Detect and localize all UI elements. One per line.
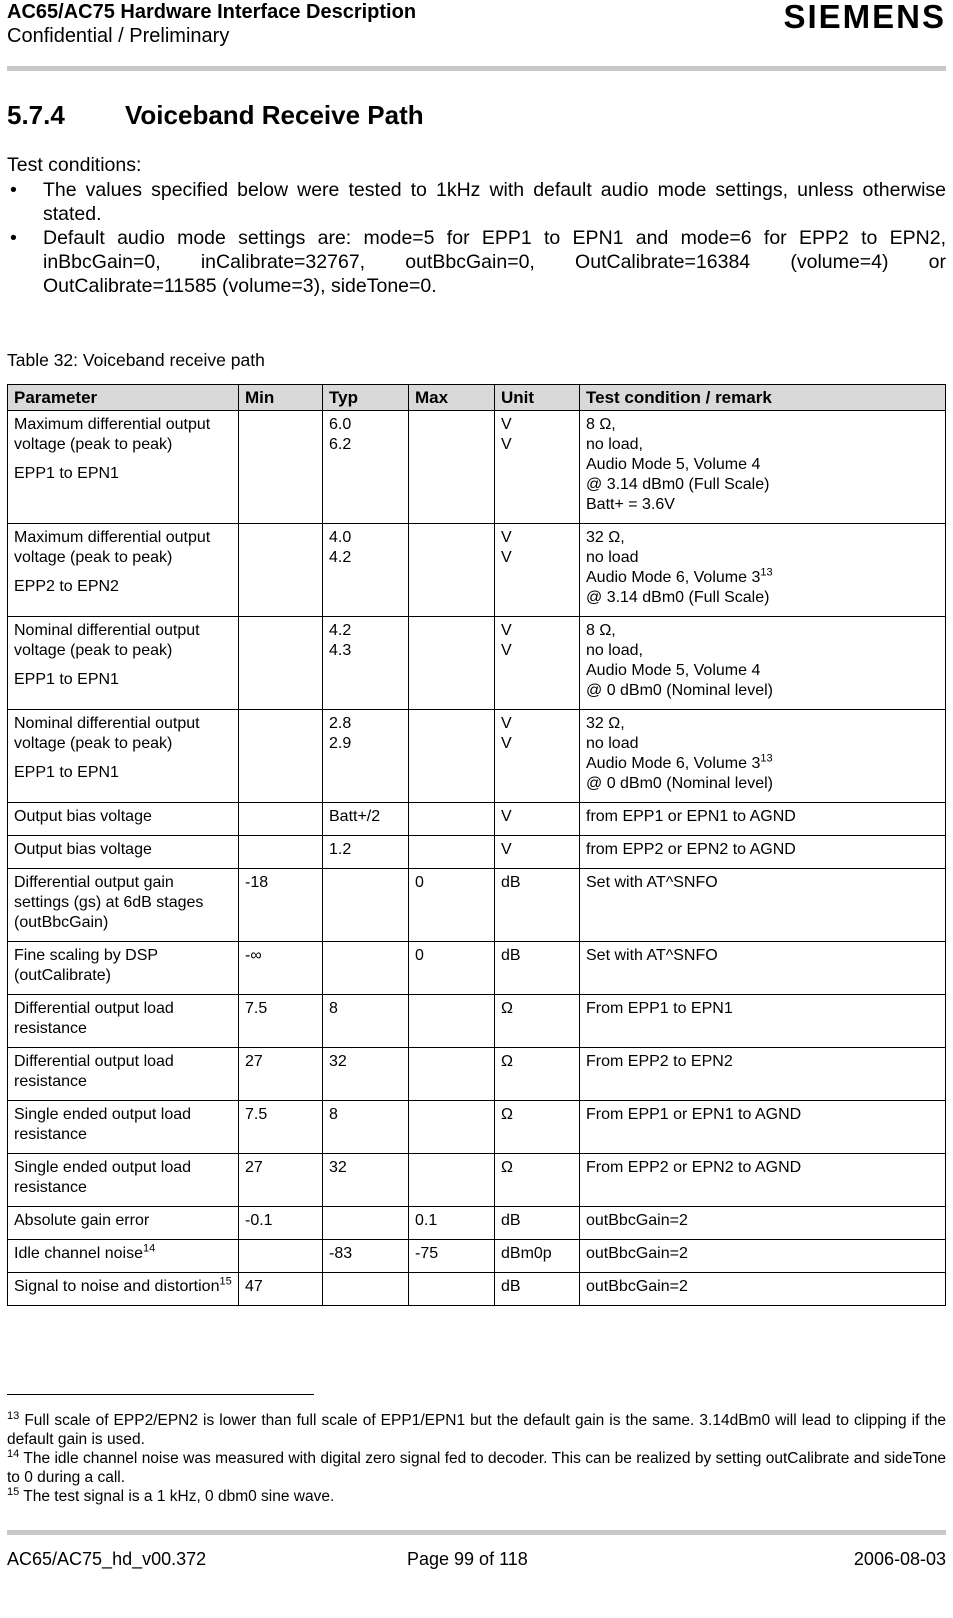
footnote-number: 14: [7, 1447, 20, 1460]
footer-divider: [7, 1530, 946, 1535]
cell-unit: dB: [495, 1207, 580, 1240]
cell-unit: Ω: [495, 1101, 580, 1154]
table-row: [8, 836, 946, 869]
cell-max: [409, 524, 495, 617]
footnotes: [7, 1411, 946, 1506]
cell-typ: Batt+/2: [323, 803, 409, 836]
table-row: [8, 869, 946, 942]
bullet-icon: •: [10, 179, 17, 201]
footnote-number: 13: [7, 1409, 20, 1422]
footer-date: 2006-08-03: [853, 1549, 946, 1569]
cell-min: 7.5: [239, 995, 323, 1048]
header-divider: [7, 66, 946, 71]
cell-max: [409, 1154, 495, 1207]
document-title: AC65/AC75 Hardware Interface Description: [7, 1, 417, 23]
test-conditions-intro: Test conditions:: [7, 154, 142, 176]
footnote: $^{13}$ Full scale of EPP2/EPN2 is lower than full scale of EPP1/EPN1 but the default gain is the same. 3.14dBm0 will lead to clipping if the default gain is used.: [7, 1409, 946, 1448]
cell-parameter: Output bias voltage: [8, 803, 239, 836]
cell-remark: 32 Ω, no load Audio Mode 6, Volume $3^{13}$ @ 3.14 dBm0 (Full Scale): [580, 524, 946, 617]
column-header: Unit: [495, 385, 580, 411]
cell-min: 47: [239, 1273, 323, 1306]
cell-unit: Ω: [495, 1154, 580, 1207]
cell-remark: From EPP1 to EPN1: [580, 995, 946, 1048]
cell-unit: V V: [495, 617, 580, 710]
footnote-number: 15: [7, 1485, 20, 1498]
cell-typ: 32: [323, 1048, 409, 1101]
cell-typ: 4.0 4.2: [323, 524, 409, 617]
footnote-ref: 14: [142, 1242, 156, 1255]
cell-unit: dB: [495, 1273, 580, 1306]
table-row: [8, 1240, 946, 1273]
document-subtitle: Confidential / Preliminary: [7, 25, 230, 47]
cell-remark: 8 Ω, no load, Audio Mode 5, Volume 4 @ 3.14 dBm0 (Full Scale) Batt+ = 3.6V: [580, 411, 946, 524]
cell-remark: From EPP1 or EPN1 to AGND: [580, 1101, 946, 1154]
cell-parameter: Single ended output load resistance: [8, 1154, 239, 1207]
cell-remark: Set with AT^SNFO: [580, 869, 946, 942]
table-row: [8, 1207, 946, 1240]
cell-parameter: Single ended output load resistance: [8, 1101, 239, 1154]
cell-max: 0: [409, 869, 495, 942]
cell-typ: [323, 1273, 409, 1306]
table-row: [8, 524, 946, 617]
table-row: [8, 942, 946, 995]
footnote: $^{14}$ The idle channel noise was measured with digital zero signal fed to decoder. This can be realized by setting outCalibrate and sideTone to 0 during a call.: [7, 1447, 947, 1486]
cell-unit: dB: [495, 942, 580, 995]
siemens-logo: SIEMENS: [783, 0, 946, 35]
cell-min: -∞: [239, 942, 323, 995]
cell-parameter: Nominal differential output voltage (peak to peak) EPP1 to EPN1: [8, 617, 239, 710]
cell-min: 27: [239, 1154, 323, 1207]
cell-max: [409, 1273, 495, 1306]
table-row: [8, 1273, 946, 1306]
cell-min: [239, 836, 323, 869]
cell-unit: V: [495, 803, 580, 836]
cell-min: [239, 803, 323, 836]
column-header: Max: [409, 385, 495, 411]
cell-typ: 2.8 2.9: [323, 710, 409, 803]
table-row: [8, 617, 946, 710]
cell-unit: dBm0p: [495, 1240, 580, 1273]
cell-typ: 6.0 6.2: [323, 411, 409, 524]
cell-remark: From EPP2 or EPN2 to AGND: [580, 1154, 946, 1207]
cell-min: -0.1: [239, 1207, 323, 1240]
column-header: Min: [239, 385, 323, 411]
section-title: Voiceband Receive Path: [125, 100, 424, 130]
column-header: Test condition / remark: [580, 385, 946, 411]
cell-max: -75: [409, 1240, 495, 1273]
voiceband-receive-table: [7, 384, 946, 1306]
cell-typ: 8: [323, 1101, 409, 1154]
cell-parameter: Differential output gain settings (gs) at 6dB stages (outBbcGain): [8, 869, 239, 942]
cell-unit: V: [495, 836, 580, 869]
cell-parameter: Maximum differential output voltage (peak to peak) EPP1 to EPN1: [8, 411, 239, 524]
cell-unit: Ω: [495, 1048, 580, 1101]
cell-typ: [323, 942, 409, 995]
cell-typ: [323, 1207, 409, 1240]
cell-max: [409, 803, 495, 836]
cell-typ: 8: [323, 995, 409, 1048]
cell-remark: outBbcGain=2: [580, 1240, 946, 1273]
cell-unit: dB: [495, 869, 580, 942]
cell-max: 0: [409, 942, 495, 995]
page-header: [7, 0, 946, 70]
cell-min: [239, 411, 323, 524]
cell-parameter: Differential output load resistance: [8, 995, 239, 1048]
cell-parameter: Maximum differential output voltage (peak to peak) EPP2 to EPN2: [8, 524, 239, 617]
test-conditions-list: [7, 178, 946, 298]
cell-remark: From EPP2 to EPN2: [580, 1048, 946, 1101]
cell-parameter: Output bias voltage: [8, 836, 239, 869]
cell-remark: 32 Ω, no load Audio Mode 6, Volume $3^{13}$ @ 0 dBm0 (Nominal level): [580, 710, 946, 803]
table-row: [8, 803, 946, 836]
cell-parameter: Nominal differential output voltage (peak to peak) EPP1 to EPN1: [8, 710, 239, 803]
table-row: [8, 995, 946, 1048]
cell-typ: 1.2: [323, 836, 409, 869]
table-row: [8, 710, 946, 803]
cell-max: 0.1: [409, 1207, 495, 1240]
table-row: [8, 1101, 946, 1154]
cell-parameter: Absolute gain error: [8, 1207, 239, 1240]
cell-min: [239, 710, 323, 803]
cell-typ: -83: [323, 1240, 409, 1273]
cell-parameter: Idle channel noise$^{14}$: [8, 1240, 239, 1273]
cell-remark: Set with AT^SNFO: [580, 942, 946, 995]
bullet-icon: •: [10, 227, 17, 249]
cell-remark: outBbcGain=2: [580, 1207, 946, 1240]
column-header: Typ: [323, 385, 409, 411]
table-row: [8, 1048, 946, 1101]
footnote-ref: 15: [219, 1275, 232, 1288]
footnote-ref: 13: [760, 752, 773, 765]
table-caption: Table 32: Voiceband receive path: [7, 350, 265, 370]
table-row: [8, 411, 946, 524]
cell-min: [239, 524, 323, 617]
cell-unit: Ω: [495, 995, 580, 1048]
cell-max: [409, 995, 495, 1048]
table-row: [8, 1154, 946, 1207]
list-item: • The values specified below were tested to 1kHz with default audio mode settings, unless otherwise stated.: [10, 179, 946, 225]
cell-max: [409, 1048, 495, 1101]
cell-remark: from EPP1 or EPN1 to AGND: [580, 803, 946, 836]
cell-unit: V V: [495, 710, 580, 803]
cell-typ: 4.2 4.3: [323, 617, 409, 710]
list-item: • Default audio mode settings are: mode=5 for EPP1 to EPN1 and mode=6 for EPP2 to EPN2, inBbcGain=0, inCalibrate=32767, outBbcGain=0, OutCalibrate=16384 (volume=4) or OutCalibrate=11585 (volume=3), sideTone=0.: [10, 227, 946, 297]
cell-max: [409, 411, 495, 524]
cell-max: [409, 617, 495, 710]
cell-parameter: Signal to noise and distortion$^{15}$: [8, 1273, 239, 1306]
cell-min: [239, 1240, 323, 1273]
footnote-divider: [7, 1394, 314, 1395]
cell-remark: outBbcGain=2: [580, 1273, 946, 1306]
cell-remark: from EPP2 or EPN2 to AGND: [580, 836, 946, 869]
cell-max: [409, 710, 495, 803]
section-number: 5.7.4: [7, 100, 65, 130]
cell-min: [239, 617, 323, 710]
footer-doc-id: AC65/AC75_hd_v00.372: [7, 1549, 207, 1569]
section-heading: [7, 99, 424, 131]
cell-min: 7.5: [239, 1101, 323, 1154]
cell-max: [409, 1101, 495, 1154]
cell-parameter: Differential output load resistance: [8, 1048, 239, 1101]
cell-typ: [323, 869, 409, 942]
cell-typ: 32: [323, 1154, 409, 1207]
cell-unit: V V: [495, 411, 580, 524]
cell-min: 27: [239, 1048, 323, 1101]
cell-min: -18: [239, 869, 323, 942]
cell-max: [409, 836, 495, 869]
footnote-ref: 13: [760, 566, 773, 579]
cell-remark: 8 Ω, no load, Audio Mode 5, Volume 4 @ 0 dBm0 (Nominal level): [580, 617, 946, 710]
footnote: $^{15}$ The test signal is a 1 kHz, 0 dbm0 sine wave.: [7, 1485, 335, 1505]
table-header-row: [8, 385, 946, 411]
footer-page-number: Page 99 of 118: [407, 1549, 528, 1569]
column-header: Parameter: [8, 385, 239, 411]
cell-parameter: Fine scaling by DSP (outCalibrate): [8, 942, 239, 995]
cell-unit: V V: [495, 524, 580, 617]
